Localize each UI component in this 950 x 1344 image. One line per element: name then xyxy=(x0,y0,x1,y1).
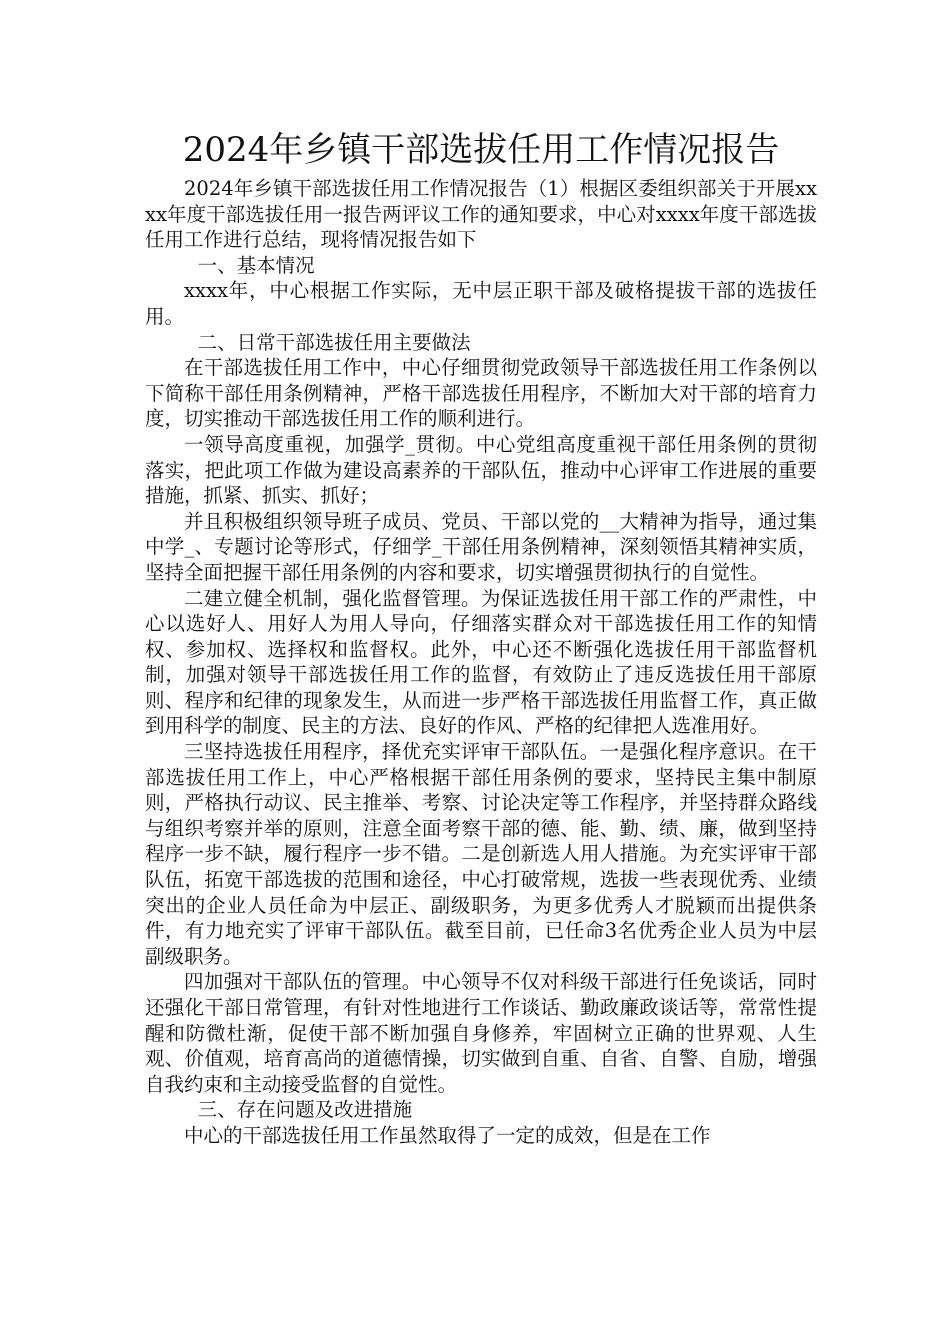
body-paragraph: 中心的干部选拔任用工作虽然取得了一定的成效，但是在工作 xyxy=(184,1123,711,1147)
body-paragraph: 二建立健全机制，强化监督管理。为保证选拔任用干部工作的严肃性，中心以选好人、用好人为用人导向，仔细落实群众对干部选拔任用工作的知情权、参加权、选择权和监督权。此外，中心还不断强化选拔任用干部监督机制，加强对领导干部选拔任用工作的监督，有效防止了违反选拔任用干部原则、程序和纪律的现象发生，从而进一步严格干部选拔任用监督工作，真正做到用科学的制度、民主的方法、良好的作风、严格的纪律把人选准用好。 xyxy=(145,586,817,738)
body-paragraph: 并且积极组织领导班子成员、党员、干部以党的__大精神为指导，通过集中学_、专题讨论等形式，仔细学_干部任用条例精神，深刻领悟其精神实质，坚持全面把握干部任用条例的内容和要求，切实增强贯彻执行的自觉性。 xyxy=(145,509,817,584)
document-title: 2024年乡镇干部选拔任用工作情况报告 xyxy=(182,130,780,170)
section-heading-problems: 三、存在问题及改进措施 xyxy=(197,1098,413,1122)
section-heading-practices: 二、日常干部选拔任用主要做法 xyxy=(197,330,471,354)
body-paragraph: xxxx年，中心根据工作实际，无中层正职干部及破格提拔干部的选拔任用。 xyxy=(145,279,817,328)
body-paragraph: 四加强对干部队伍的管理。中心领导不仅对科级干部进行任免谈话，同时还强化干部日常管理，有针对性地进行工作谈话、勤政廉政谈话等，常常性提醒和防微杜渐，促使干部不断加强自身修养，牢固树立正确的世界观、人生观、价值观，培育高尚的道德情操，切实做到自重、自省、自警、自励，增强自我约束和主动接受监督的自觉性。 xyxy=(145,970,817,1096)
document-page xyxy=(145,128,817,1149)
intro-paragraph: 2024年乡镇干部选拔任用工作情况报告（1）根据区委组织部关于开展xxxx年度干部选拔任用一报告两评议工作的通知要求，中心对xxxx年度干部选拔任用工作进行总结，现将情况报告如下 xyxy=(145,177,817,252)
body-paragraph: 三坚持选拔任用程序，择优充实评审干部队伍。一是强化程序意识。在干部选拔任用工作上，中心严格根据干部任用条例的要求，坚持民主集中制原则，严格执行动议、民主推举、考察、讨论决定等工作程序，并坚持群众路线与组织考察并举的原则，注意全面考察干部的德、能、勤、绩、廉，做到坚持程序一步不缺，履行程序一步不错。二是创新选人用人措施。为充实评审干部队伍，拓宽干部选拔的范围和途径，中心打破常规，选拔一些表现优秀、业绩突出的企业人员任命为中层正、副级职务，为更多优秀人才脱颖而出提供条件，有力地充实了评审干部队伍。截至目前，已任命3名优秀企业人员为中层副级职务。 xyxy=(145,740,817,968)
section-heading-basic: 一、基本情况 xyxy=(197,253,315,277)
body-paragraph: 一领导高度重视，加强学_贯彻。中心党组高度重视干部任用条例的贯彻落实，把此项工作做为建设高素养的干部队伍，推动中心评审工作进展的重要措施，抓紧、抓实、抓好； xyxy=(145,432,817,508)
body-paragraph: 在干部选拔任用工作中，中心仔细贯彻党政领导干部选拔任用工作条例以下简称干部任用条例精神，严格干部选拔任用程序，不断加大对干部的培育力度，切实推动干部选拔任用工作的顺利进行。 xyxy=(145,356,817,431)
